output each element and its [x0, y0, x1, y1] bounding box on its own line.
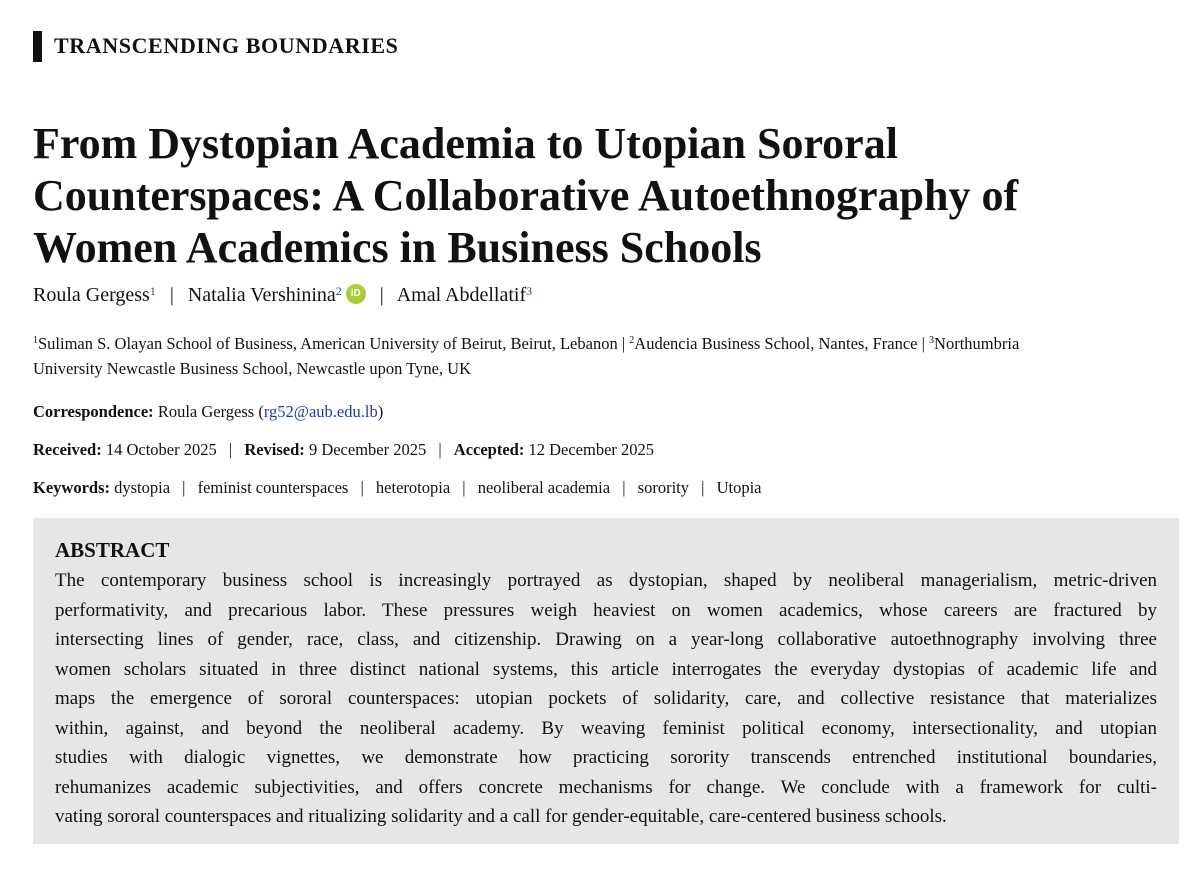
affiliation-separator: | — [621, 334, 626, 353]
revised-date: 9 December 2025 — [308, 440, 427, 459]
accepted-date: 12 December 2025 — [528, 440, 655, 459]
keyword-separator: | — [622, 478, 626, 497]
abstract-line: The contemporary business school is increasingly portrayed as dystopian, shaped by neoliberal managerialism, metric-driven — [55, 570, 1157, 591]
keyword[interactable]: dystopia — [114, 478, 171, 497]
author-name[interactable]: Roula Gergess — [33, 284, 150, 306]
accepted-label: Accepted: — [453, 440, 525, 459]
affiliations — [33, 331, 1173, 381]
title-line: Women Academics in Business Schools — [33, 223, 762, 272]
author-name[interactable]: Natalia Vershinina — [187, 284, 336, 306]
keyword[interactable]: feminist counterspaces — [197, 478, 349, 497]
affiliation-line — [33, 331, 1173, 356]
title-line: From Dystopian Academia to Utopian Sororal — [33, 119, 898, 168]
keywords-label: Keywords: — [33, 478, 110, 497]
title-line: Counterspaces: A Collaborative Autoethnography of — [33, 171, 1019, 220]
author-affiliation-ref[interactable]: 1 — [149, 284, 156, 298]
keyword[interactable]: neoliberal academia — [477, 478, 611, 497]
affiliation-separator: | — [921, 334, 925, 353]
keyword-separator: | — [182, 478, 186, 497]
abstract-line: vating sororal counterspaces and ritualizing solidarity and a call for gender-equitable, care-centered business schools. — [55, 806, 947, 827]
abstract-line: within, against, and beyond the neoliberal academy. By weaving feminist political economy, intersectionality, and utopian — [55, 717, 1157, 739]
correspondence-line: Correspondence: Roula Gergess (rg52@aub.edu.lb) — [33, 402, 384, 421]
keyword[interactable]: sorority — [637, 478, 689, 497]
affiliation-number: 2 — [629, 335, 635, 346]
keyword-separator: | — [360, 478, 364, 497]
correspondence-email-link[interactable]: rg52@aub.edu.lb — [263, 402, 378, 421]
section-marker-bar — [33, 31, 42, 62]
abstract-line: performativity, and precarious labor. These pressures weigh heaviest on women academics, whose careers are fractured by — [55, 599, 1157, 621]
abstract-line: studies with dialogic vignettes, we demonstrate how practicing sorority transcends entrenched institutional boundaries, — [55, 747, 1157, 768]
keyword-separator: | — [462, 478, 466, 497]
date-separator: | — [438, 440, 442, 459]
author-separator: | — [169, 284, 174, 306]
received-label: Received: — [33, 440, 102, 459]
abstract-line: intersecting lines of gender, race, class, and citizenship. Drawing on a year-long collaborative autoethnography involving three — [55, 629, 1157, 650]
article-title — [33, 118, 1163, 274]
date-separator: | — [228, 440, 233, 459]
affiliation-text: Northumbria — [934, 334, 1020, 353]
abstract-line: women scholars situated in three distinct national systems, this article interrogates the everyday dystopias of academic life and — [55, 658, 1157, 680]
affiliation-number: 1 — [33, 335, 38, 346]
author-separator: | — [379, 284, 384, 306]
section-label: TRANSCENDING BOUNDARIES — [54, 33, 399, 58]
dates-line — [33, 439, 654, 461]
abstract-heading: ABSTRACT — [55, 538, 170, 562]
author-list — [33, 282, 532, 308]
correspondence-name: Roula Gergess — [157, 402, 255, 421]
abstract-line: rehumanizes academic subjectivities, and offers concrete mechanisms for change. We conclude with a framework for culti- — [55, 776, 1157, 798]
keyword-separator: | — [701, 478, 705, 497]
correspondence-label: Correspondence: — [33, 402, 154, 421]
affiliation-number: 3 — [929, 335, 935, 346]
keyword[interactable]: heterotopia — [375, 478, 451, 497]
abstract-body — [55, 566, 1157, 832]
keyword[interactable]: Utopia — [716, 478, 762, 497]
orcid-icon[interactable]: iD — [346, 284, 366, 304]
revised-label: Revised: — [244, 440, 305, 459]
affiliation-text: Audencia Business School, Nantes, France — [634, 334, 918, 353]
affiliation-line: University Newcastle Business School, Newcastle upon Tyne, UK — [33, 359, 472, 378]
affiliation-text: Suliman S. Olayan School of Business, American University of Beirut, Beirut, Lebanon — [38, 334, 618, 353]
author-affiliation-ref[interactable]: 3 — [526, 284, 533, 298]
abstract-line: maps the emergence of sororal counterspaces: utopian pockets of solidarity, care, and collective resistance that materializes — [55, 688, 1157, 709]
author-affiliation-ref[interactable]: 2 — [335, 284, 342, 298]
received-date: 14 October 2025 — [105, 440, 217, 459]
abstract-box — [33, 518, 1179, 844]
keywords-line — [33, 477, 761, 499]
author-name[interactable]: Amal Abdellatif — [396, 284, 527, 306]
